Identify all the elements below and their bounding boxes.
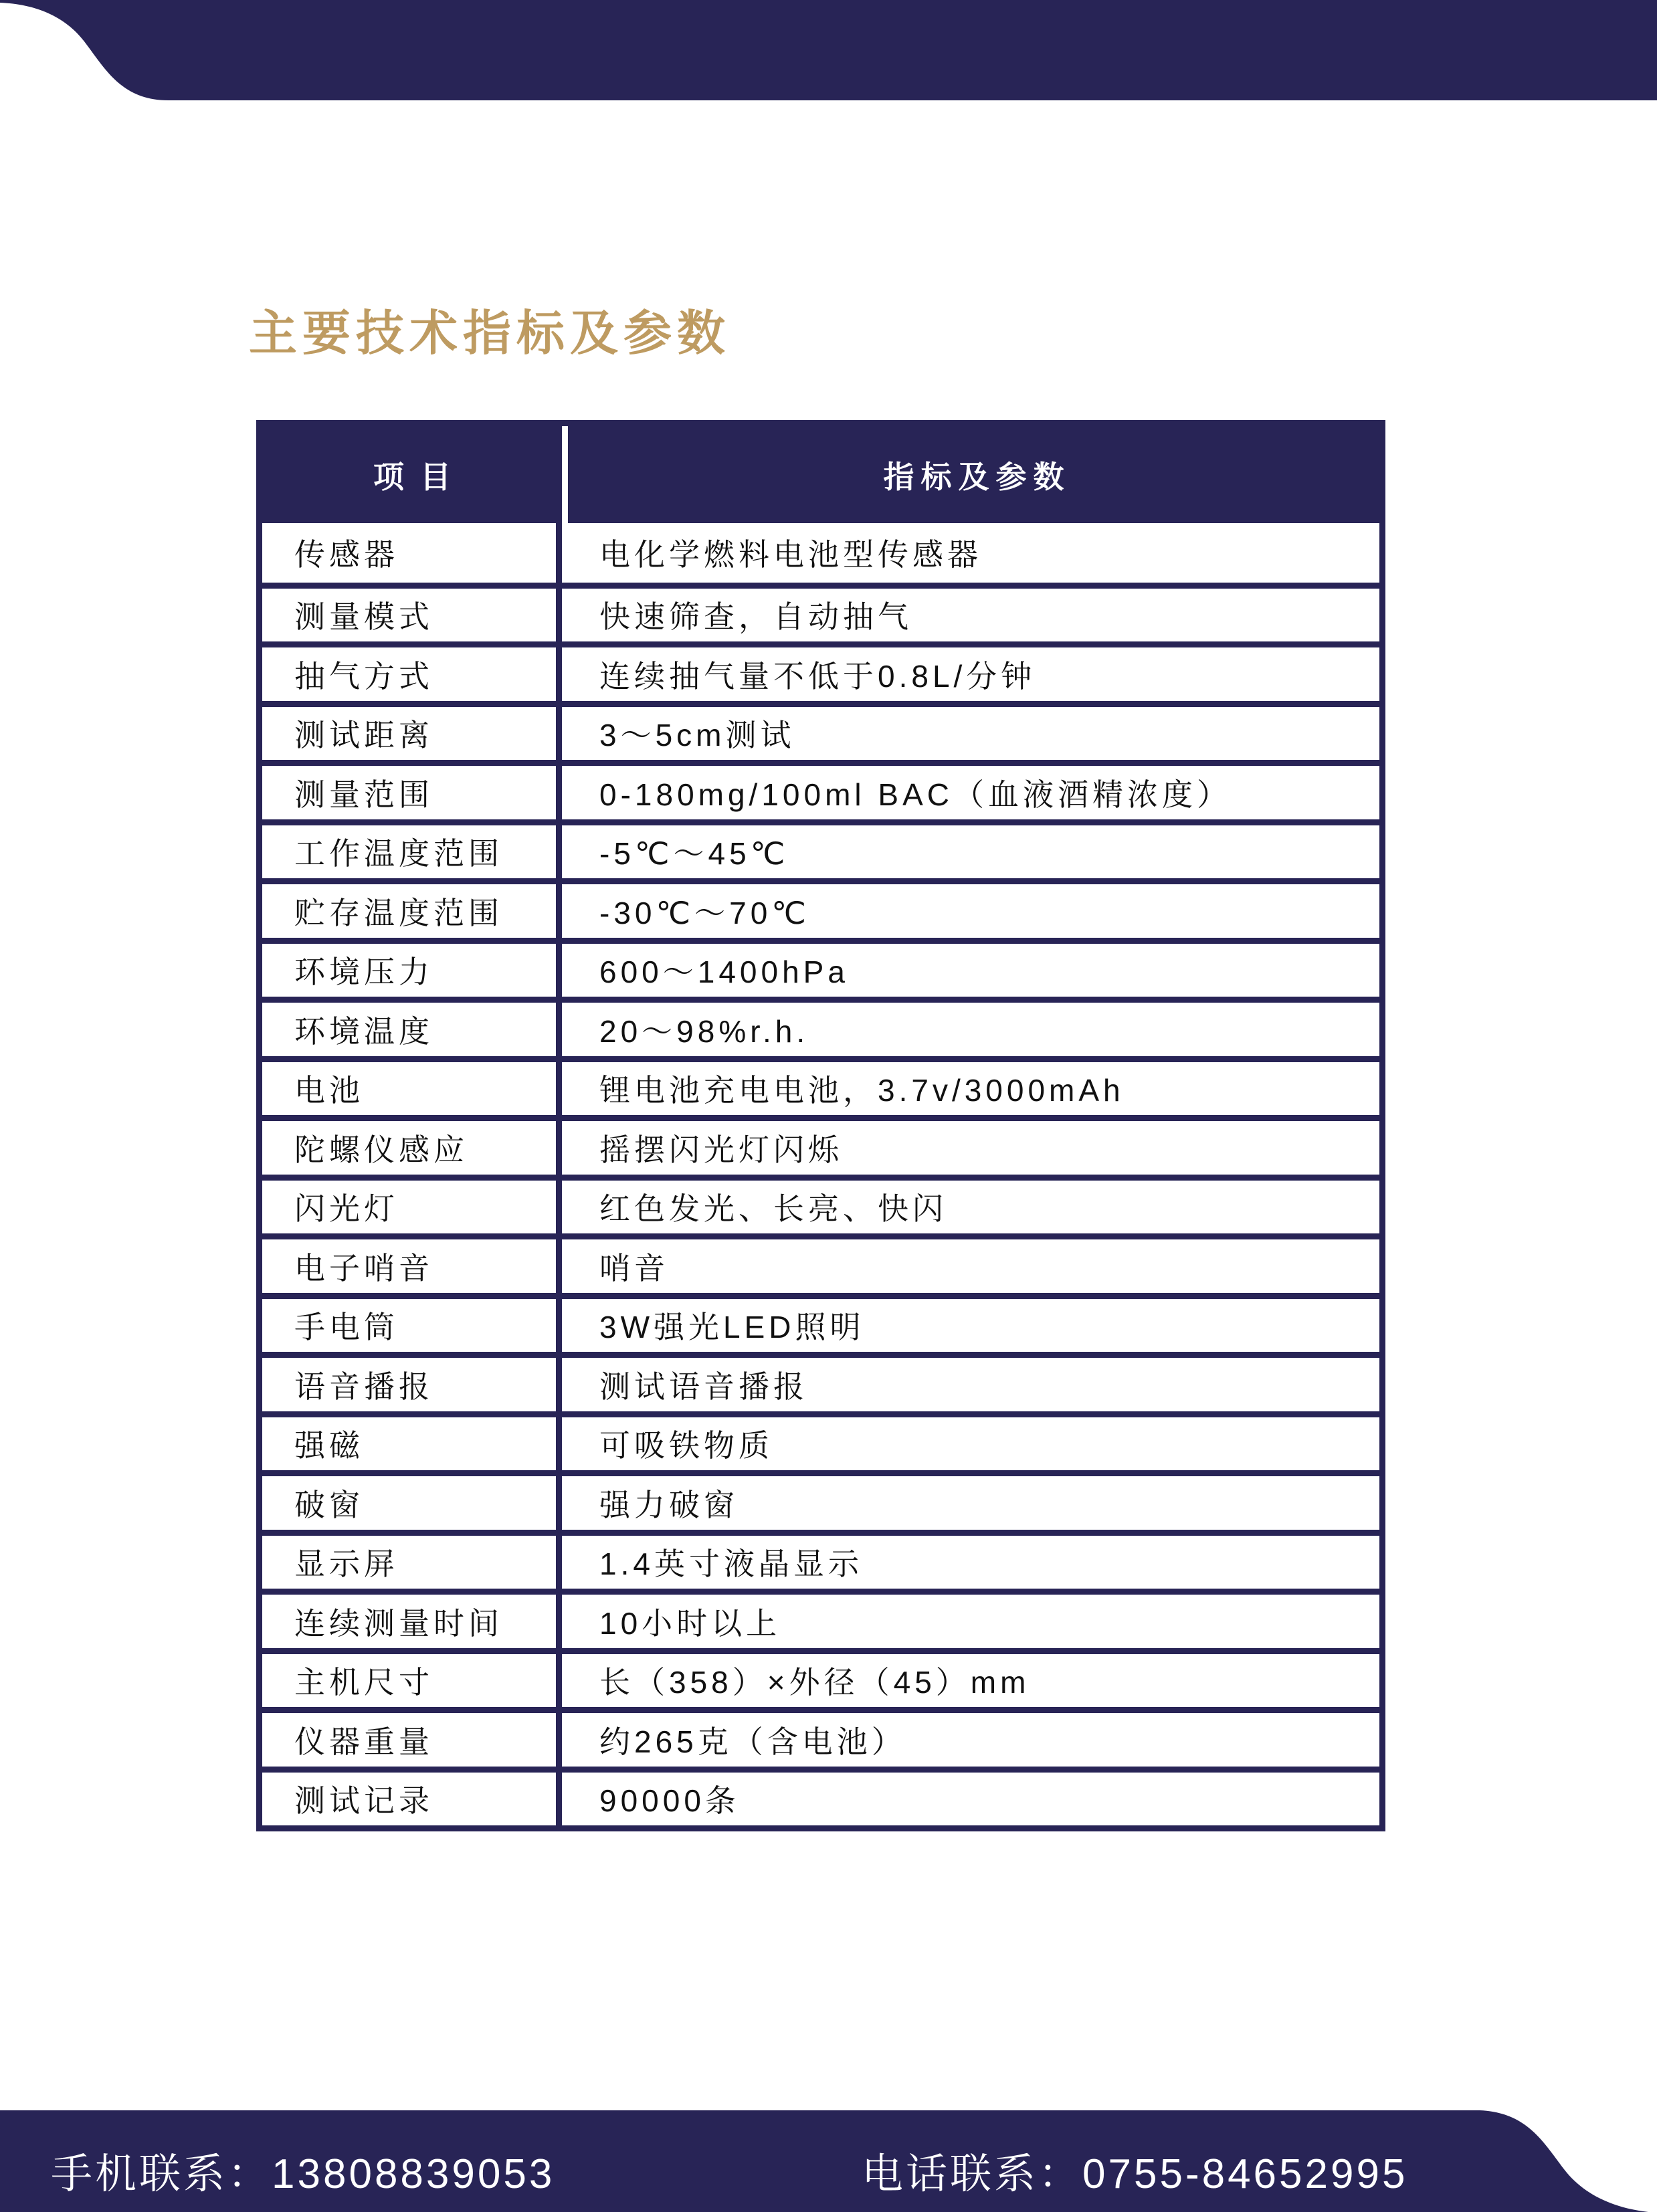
mobile-contact-label: 手机联系： — [51, 2151, 272, 2197]
spec-item-value: 测试语音播报 — [599, 1369, 808, 1404]
header-column-divider — [562, 426, 568, 523]
table-row — [262, 1707, 1379, 1767]
table-row — [262, 938, 1379, 997]
spec-item-label: 抽气方式 — [262, 647, 562, 701]
table-body — [262, 523, 1379, 1825]
spec-item-value: 3～5cm测试 — [599, 718, 795, 753]
table-row — [262, 760, 1379, 819]
top-banner-shape — [0, 0, 1657, 100]
phone-contact-number: 0755-84652995 — [1082, 2151, 1408, 2197]
spec-item-label: 测量模式 — [262, 589, 562, 642]
table-row — [262, 819, 1379, 879]
spec-item-value: -30℃～70℃ — [599, 895, 810, 930]
footer-mobile-contact — [51, 2140, 555, 2200]
table-row — [262, 1056, 1379, 1116]
spec-item-label: 闪光灯 — [262, 1181, 562, 1234]
spec-item-value: 约265克（含电池） — [599, 1724, 906, 1759]
spec-item-value: 0-180mg/100ml BAC（血液酒精浓度） — [599, 777, 1232, 812]
spec-item-label: 环境压力 — [262, 944, 562, 997]
table-header-row — [262, 426, 1379, 523]
spec-item-value: 600～1400hPa — [599, 954, 849, 990]
table-row — [262, 701, 1379, 761]
table-row — [262, 997, 1379, 1056]
spec-item-label: 测试记录 — [262, 1773, 562, 1826]
phone-contact-label: 电话联系： — [862, 2151, 1083, 2197]
table-row — [262, 1411, 1379, 1471]
spec-item-value: 哨音 — [599, 1250, 669, 1286]
spec-item-label: 连续测量时间 — [262, 1595, 562, 1648]
table-row — [262, 1293, 1379, 1352]
spec-item-value: 长（358）×外径（45）mm — [599, 1665, 1030, 1700]
spec-item-value: 1.4英寸液晶显示 — [599, 1546, 863, 1582]
spec-item-label: 电池 — [262, 1062, 562, 1116]
spec-item-label: 电子哨音 — [262, 1239, 562, 1293]
table-row — [262, 1530, 1379, 1589]
spec-item-label: 手电筒 — [262, 1299, 562, 1352]
spec-item-value: 90000条 — [599, 1783, 740, 1819]
table-row — [262, 1470, 1379, 1530]
mobile-contact-number: 13808839053 — [272, 2151, 555, 2197]
spec-item-label: 测试距离 — [262, 707, 562, 761]
column-header-spec: 指标及参数 — [883, 459, 1071, 494]
page-title: 主要技术指标及参数 — [249, 307, 731, 361]
spec-item-label: 破窗 — [262, 1476, 562, 1530]
spec-item-value: 强力破窗 — [599, 1487, 739, 1522]
spec-item-label: 仪器重量 — [262, 1713, 562, 1767]
spec-item-value: 20～98%r.h. — [599, 1013, 809, 1049]
spec-item-value: 摇摆闪光灯闪烁 — [599, 1132, 843, 1167]
table-row — [262, 1767, 1379, 1826]
table-row — [262, 1589, 1379, 1648]
table-row — [262, 878, 1379, 938]
spec-item-value: 10小时以上 — [599, 1605, 781, 1641]
spec-item-label: 贮存温度范围 — [262, 884, 562, 938]
table-row — [262, 1352, 1379, 1411]
spec-item-label: 陀螺仪感应 — [262, 1121, 562, 1175]
spec-item-label: 语音播报 — [262, 1358, 562, 1411]
spec-item-value: 快速筛查，自动抽气 — [599, 599, 912, 635]
spec-item-value: 连续抽气量不低于0.8L/分钟 — [599, 658, 1036, 694]
table-row — [262, 641, 1379, 701]
table-row — [262, 1175, 1379, 1234]
table-row — [262, 523, 1379, 583]
spec-item-value: -5℃～45℃ — [599, 836, 789, 872]
spec-item-label: 环境温度 — [262, 1003, 562, 1056]
spec-item-label: 测量范围 — [262, 766, 562, 819]
spec-table — [256, 420, 1385, 1831]
footer-phone-contact — [862, 2140, 1407, 2200]
spec-item-label: 主机尺寸 — [262, 1654, 562, 1708]
spec-item-value: 可吸铁物质 — [599, 1428, 773, 1464]
table-row — [262, 1233, 1379, 1293]
spec-item-label: 强磁 — [262, 1417, 562, 1471]
spec-item-label: 工作温度范围 — [262, 825, 562, 879]
spec-item-value: 电化学燃料电池型传感器 — [599, 537, 982, 573]
spec-item-value: 3W强光LED照明 — [599, 1310, 865, 1345]
column-header-item: 项目 — [373, 459, 467, 494]
table-row — [262, 1648, 1379, 1708]
spec-item-label: 显示屏 — [262, 1536, 562, 1589]
spec-item-value: 红色发光、长亮、快闪 — [599, 1191, 947, 1227]
table-row — [262, 1115, 1379, 1175]
spec-item-label: 传感器 — [262, 523, 562, 583]
table-row — [262, 583, 1379, 642]
spec-item-value: 锂电池充电电池，3.7v/3000mAh — [599, 1073, 1125, 1108]
